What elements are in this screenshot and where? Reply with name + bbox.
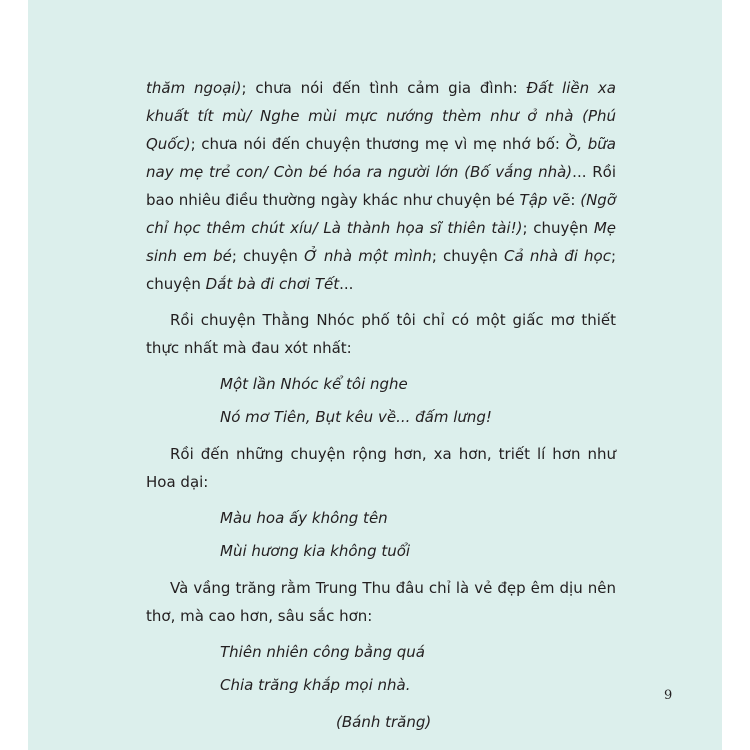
text-span: Ở nhà một mình (304, 247, 432, 265)
text-span: ; chuyện (231, 247, 305, 265)
page-number: 9 (664, 688, 673, 703)
text-span: thăm ngoại) (146, 79, 242, 97)
poem-line: Chia trăng khắp mọi nhà. (220, 676, 411, 694)
poem-excerpt-2 (146, 502, 616, 568)
text-span: Ồ, bữa nay mẹ trẻ con/ Còn bé hóa ra người lớn (Bố vắng nhà) (146, 135, 616, 181)
poem-line: Màu hoa ấy không tên (220, 509, 388, 527)
page-body (146, 74, 616, 736)
poem-line: Mùi hương kia không tuổi (220, 542, 411, 560)
paragraph-3: Rồi đến những chuyện rộng hơn, xa hơn, triết lí hơn như Hoa dại: (146, 445, 616, 491)
text-span: ; chưa nói đến chuyện thương mẹ vì mẹ nhớ bố: (190, 135, 566, 153)
text-span: ; chuyện (522, 219, 594, 237)
text-span: (Ngỡ chỉ học thêm chút xíu/ Là thành họa sĩ thiên tài!) (146, 191, 616, 237)
poem-line: Một lần Nhóc kể tôi nghe (220, 375, 408, 393)
text-span: ; chuyện (146, 247, 617, 293)
text-span: : (570, 191, 581, 209)
paragraph-1 (146, 74, 616, 298)
poem-line: Nó mơ Tiên, Bụt kêu về... đấm lưng! (220, 408, 492, 426)
poem-excerpt-1 (146, 368, 616, 434)
book-page (28, 0, 722, 750)
poem-source: (Bánh trăng) (336, 713, 432, 731)
text-span: ; chuyện (431, 247, 505, 265)
poem-line: Thiên nhiên công bằng quá (220, 643, 425, 661)
paragraph-4: Và vầng trăng rằm Trung Thu đâu chỉ là vẻ đẹp êm dịu nên thơ, mà cao hơn, sâu sắc hơn: (146, 579, 616, 625)
text-span: ... Rồi bao nhiêu điều thường ngày khác như chuyện bé (146, 163, 617, 209)
text-span: Tập vẽ (519, 191, 571, 209)
text-span: Cả nhà đi học (504, 247, 611, 265)
poem-excerpt-3 (146, 636, 616, 702)
text-span: Đất liền xa khuất tít mù/ Nghe mùi mực nướng thèm như ở nhà (Phú Quốc) (146, 79, 617, 153)
text-span: Dắt bà đi chơi Tết (205, 275, 340, 293)
text-span: ... (339, 275, 354, 293)
text-span: ; chưa nói đến tình cảm gia đình: (241, 79, 527, 97)
text-span: Mẹ sinh em bé (146, 219, 616, 265)
paragraph-2: Rồi chuyện Thằng Nhóc phố tôi chỉ có một giấc mơ thiết thực nhất mà đau xót nhất: (146, 311, 616, 357)
